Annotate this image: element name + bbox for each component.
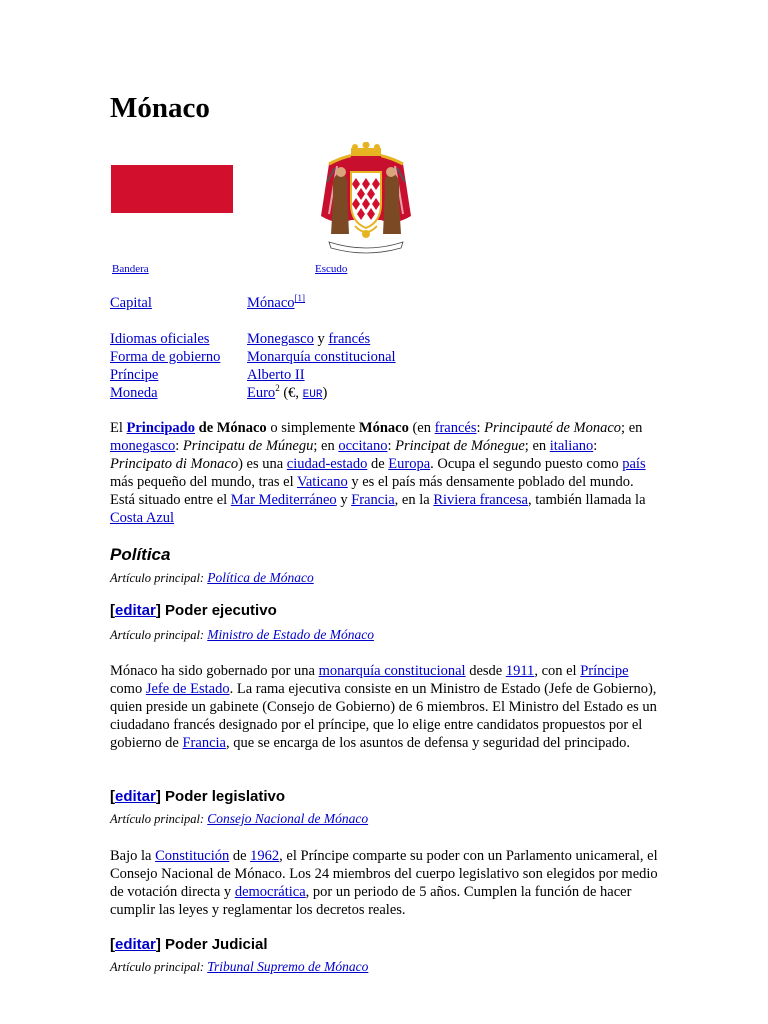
capital-value-link[interactable]: Mónaco — [247, 295, 295, 311]
flag-caption-link[interactable]: Bandera — [112, 263, 149, 275]
infobox — [110, 294, 670, 402]
ciudad-estado-link[interactable]: ciudad-estado — [286, 456, 368, 472]
languages-and: y — [313, 331, 329, 347]
main-article-politica: Artículo principal: Política de Mónaco — [110, 570, 314, 585]
coat-caption-link[interactable]: Escudo — [315, 263, 348, 275]
capital-ref-link[interactable]: [1] — [294, 293, 306, 304]
europa-link[interactable]: Europa — [388, 456, 431, 472]
currency-sup: 2 — [275, 383, 280, 394]
section-heading-judicial: [editar] Poder Judicial — [110, 936, 268, 953]
francia-link[interactable]: Francia — [351, 492, 395, 508]
paragraph-ejecutivo: Mónaco ha sido gobernado por una monarquía constitucional desde 1911, con el Príncipe como Jefe de Estado. La rama ejecutiva consiste en un Ministro de Estado (Jefe de Gobierno), quien preside un gabinete (Consejo de Gobierno) de 6 miembros. El Ministro del Estado es un ciudadano francés designado por el príncipe, que lo elige entre candidatos propuestos por el gobierno de Francia, que se encarga de los asuntos de defensa y seguridad del principado. — [110, 663, 657, 751]
infobox-row-capital — [110, 294, 670, 312]
infobox-row-government — [110, 348, 670, 366]
coat-of-arms-image — [315, 142, 417, 258]
languages-label-link[interactable]: Idiomas oficiales — [110, 331, 210, 347]
currency-open: (€, — [279, 385, 303, 401]
prince-label-link[interactable]: Príncipe — [110, 367, 159, 383]
section-heading-legislativo: [editar] Poder legislativo — [110, 788, 286, 805]
languages-value — [247, 330, 370, 348]
section-heading-ejecutivo: [editar] Poder ejecutivo — [110, 602, 277, 619]
edit-ejecutivo-link[interactable]: editar — [115, 602, 156, 619]
monegasco-link[interactable]: monegasco — [110, 438, 176, 454]
capital-value — [247, 294, 305, 312]
infobox-row-languages — [110, 330, 670, 348]
constitucion-link[interactable]: Constitución — [155, 848, 230, 864]
intro-paragraph: El Principado de Mónaco o simplemente Mónaco (en francés: Principauté de Monaco; en monegasco: Principatu de Múnegu; en occitano: Principat de Mónegue; en italiano: Principato di Monaco) es una ciudad-estado de Europa. Ocupa el segundo puesto como país más pequeño del mundo, tras el Vaticano y es el país más densamente poblado del mundo. Está situado entre el Mar Mediterráneo y Francia, en la Riviera francesa, también llamada la Costa Azul — [110, 420, 646, 526]
edit-judicial-link[interactable]: editar — [115, 936, 156, 953]
capital-label-link[interactable]: Capital — [110, 295, 152, 311]
legislativo-main-link[interactable]: Consejo Nacional de Mónaco — [207, 811, 369, 826]
currency-value — [247, 384, 327, 404]
prince-value-link[interactable]: Alberto II — [247, 367, 305, 383]
paragraph-legislativo: Bajo la Constitución de 1962, el Príncipe comparte su poder con un Parlamento unicameral, el Consejo Nacional de Mónaco. Los 24 miembros del cuerpo legislativo son elegidos por medio de votación directa y democrática, por un periodo de 5 años. Cumplen la función de hacer cumplir las leyes y reglamentar los decretos reales. — [110, 848, 658, 918]
flag-image — [111, 165, 233, 213]
principe-link[interactable]: Príncipe — [580, 663, 629, 679]
costa-azul-link[interactable]: Costa Azul — [110, 510, 175, 526]
main-article-legislativo: Artículo principal: Consejo Nacional de Mónaco — [110, 811, 369, 826]
year-1911-link[interactable]: 1911 — [505, 663, 535, 679]
infobox-row-prince — [110, 366, 670, 384]
main-article-ejecutivo: Artículo principal: Ministro de Estado de Mónaco — [110, 627, 374, 642]
francia-link-2[interactable]: Francia — [182, 735, 226, 751]
monegasco-link[interactable]: Monegasco — [247, 331, 314, 347]
eur-code-link[interactable]: EUR — [302, 389, 323, 401]
edit-legislativo-link[interactable]: editar — [115, 788, 156, 805]
government-label-link[interactable]: Forma de gobierno — [110, 349, 221, 365]
government-value — [247, 348, 396, 366]
prince-value — [247, 366, 305, 384]
pais-link[interactable]: país — [622, 456, 646, 472]
section-heading-politica: Política — [110, 545, 171, 564]
frances-link[interactable]: francés — [434, 420, 477, 436]
government-value-link[interactable]: Monarquía constitucional — [247, 349, 396, 365]
vaticano-link[interactable]: Vaticano — [297, 474, 348, 490]
italiano-link[interactable]: italiano — [549, 438, 594, 454]
year-1962-link[interactable]: 1962 — [250, 848, 280, 864]
euro-link[interactable]: Euro — [247, 385, 276, 401]
monarquia-link[interactable]: monarquía constitucional — [318, 663, 466, 679]
mar-mediterraneo-link[interactable]: Mar Mediterráneo — [230, 492, 337, 508]
riviera-francesa-link[interactable]: Riviera francesa — [433, 492, 528, 508]
page-title: Mónaco — [110, 92, 210, 124]
occitano-link[interactable]: occitano — [338, 438, 388, 454]
infobox-row-currency — [110, 384, 670, 402]
frances-link[interactable]: francés — [328, 331, 371, 347]
currency-close: ) — [322, 385, 328, 401]
main-article-judicial: Artículo principal: Tribunal Supremo de Mónaco — [110, 959, 369, 974]
jefe-de-estado-link[interactable]: Jefe de Estado — [145, 681, 230, 697]
judicial-main-link[interactable]: Tribunal Supremo de Mónaco — [207, 959, 369, 974]
democratica-link[interactable]: democrática — [234, 884, 306, 900]
ejecutivo-main-link[interactable]: Ministro de Estado de Mónaco — [207, 627, 374, 642]
currency-label-link[interactable]: Moneda — [110, 385, 158, 401]
politica-main-link[interactable]: Política de Mónaco — [207, 570, 314, 585]
principado-link[interactable]: Principado — [126, 420, 195, 436]
